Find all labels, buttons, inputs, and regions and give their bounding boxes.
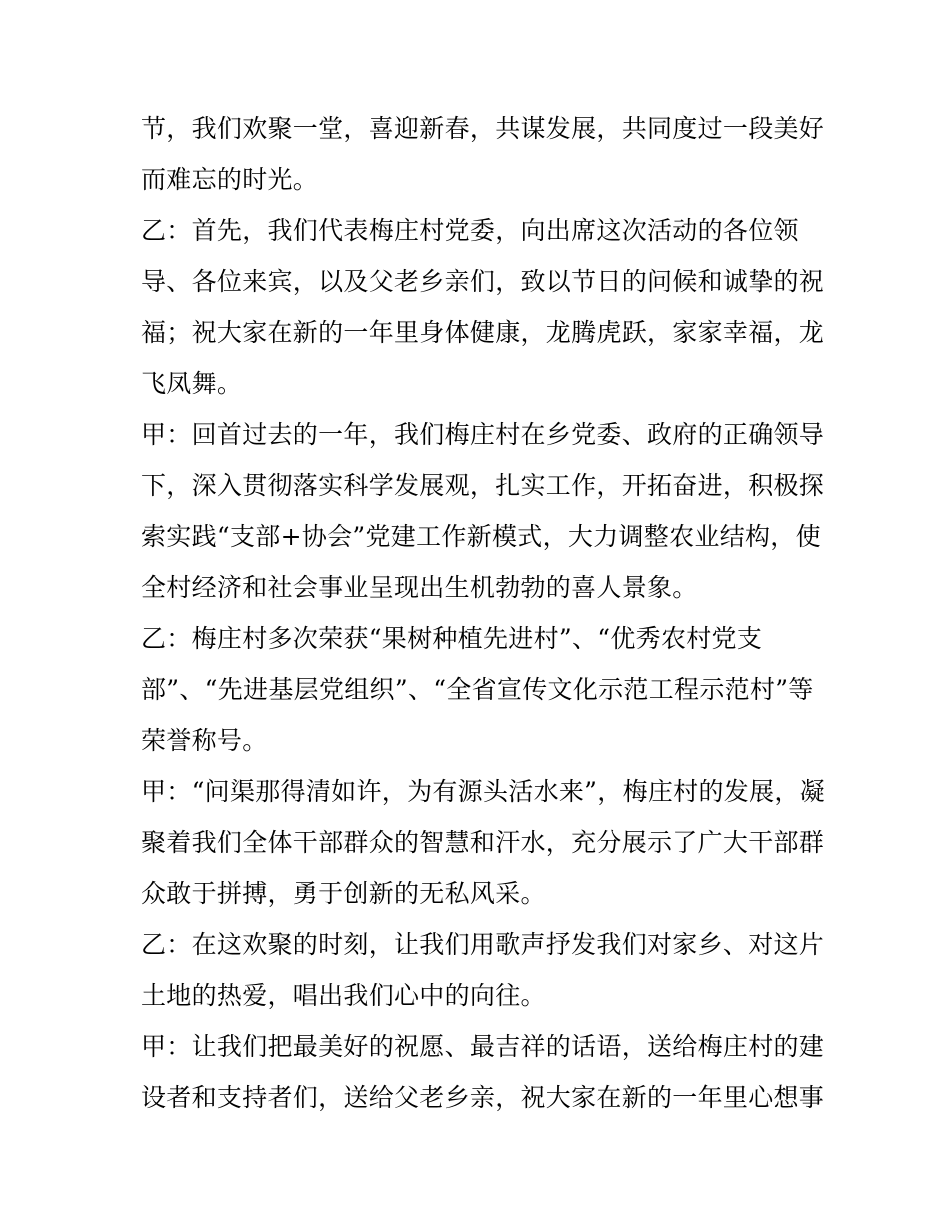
text-line: 甲：“问渠那得清如许，为有源头活水来”，梅庄村的发展，凝 xyxy=(141,777,825,806)
text-line: 飞凤舞。 xyxy=(141,369,243,398)
text-line: 土地的热爱，唱出我们心中的向往。 xyxy=(141,981,546,1010)
text-line: 乙：梅庄村多次荣获“果树种植先进村”、“优秀农村党支 xyxy=(141,624,763,653)
text-line: 甲：回首过去的一年，我们梅庄村在乡党委、政府的正确领导 xyxy=(141,420,825,449)
text-line: 乙：在这欢聚的时刻，让我们用歌声抒发我们对家乡、对这片 xyxy=(141,930,825,959)
text-line: 导、各位来宾，以及父老乡亲们，致以节日的问候和诚挚的祝 xyxy=(141,267,825,296)
text-line: 而难忘的时光。 xyxy=(141,165,319,194)
text-line: 甲：让我们把最美好的祝愿、最吉祥的话语，送给梅庄村的建 xyxy=(141,1032,825,1061)
text-line: 部”、“先进基层党组织”、“全省宣传文化示范工程示范村”等 xyxy=(141,675,814,704)
text-line: 节，我们欢聚一堂，喜迎新春，共谋发展，共同度过一段美好 xyxy=(141,114,825,143)
text-line: 福；祝大家在新的一年里身体健康，龙腾虎跃，家家幸福，龙 xyxy=(141,318,825,347)
text-line: 设者和支持者们，送给父老乡亲，祝大家在新的一年里心想事 xyxy=(141,1083,825,1112)
text-line: 下，深入贯彻落实科学发展观，扎实工作，开拓奋进，积极探 xyxy=(141,471,825,500)
text-line: 众敢于拼搏，勇于创新的无私风采。 xyxy=(141,879,546,908)
text-line: 聚着我们全体干部群众的智慧和汗水，充分展示了广大干部群 xyxy=(141,828,825,857)
text-line: 乙：首先，我们代表梅庄村党委，向出席这次活动的各位领 xyxy=(141,216,799,245)
text-line: 索实践“支部+协会”党建工作新模式，大力调整农业结构，使 xyxy=(141,522,821,551)
text-line: 全村经济和社会事业呈现出生机勃勃的喜人景象。 xyxy=(141,573,698,602)
text-line: 荣誉称号。 xyxy=(141,726,268,755)
